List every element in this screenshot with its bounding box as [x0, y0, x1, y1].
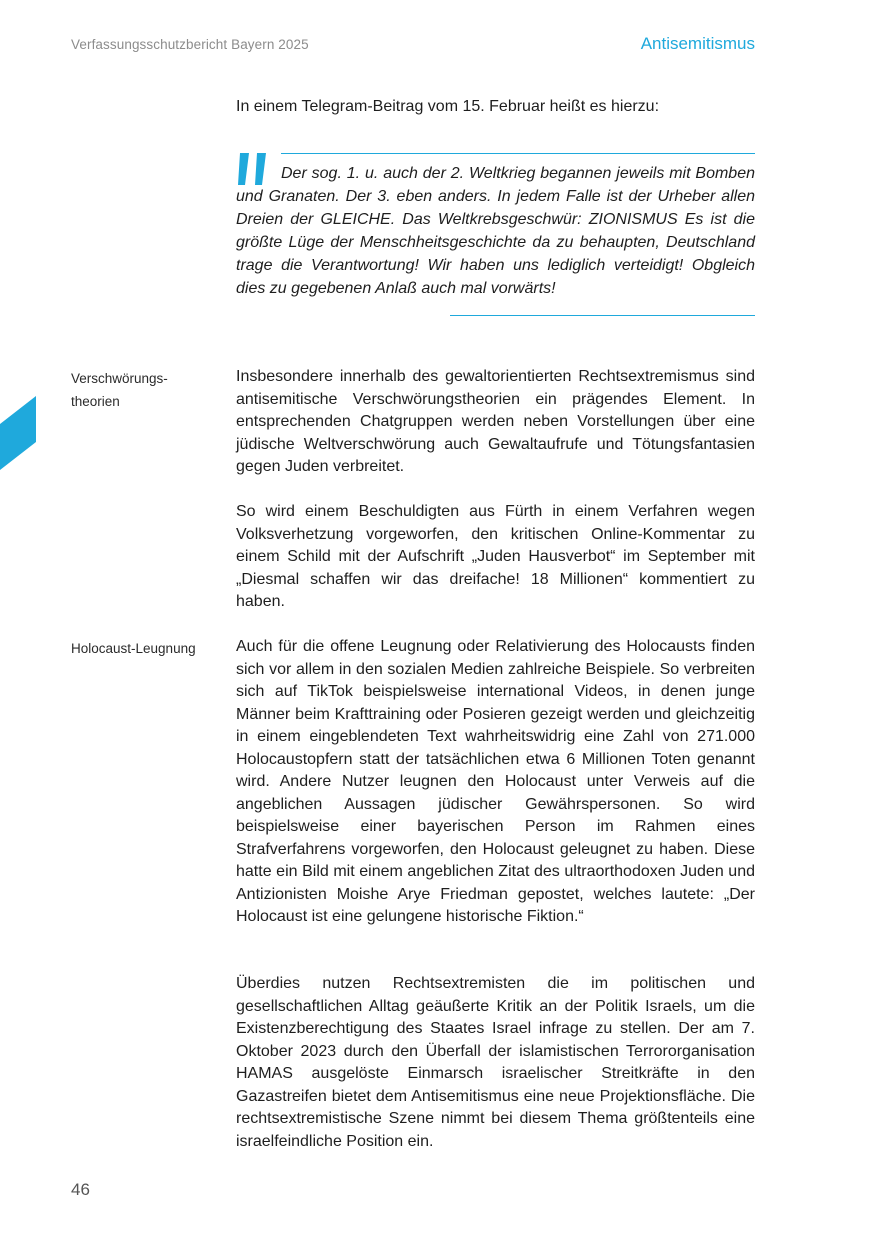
- margin-label-verschwoerung: Verschwörungs-theorien: [71, 371, 168, 409]
- quote-rule-top: [281, 153, 755, 154]
- publication-title: Verfassungsschutzbericht Bayern 2025: [71, 37, 309, 52]
- quote-rule-bottom: [450, 315, 755, 316]
- paragraph-verschwoerung-1: Insbesondere innerhalb des gewaltorientierten Rechtsextremismus sind antisemitische Verschwörungstheorien ein prägendes Element. In entsprechenden Chatgruppen werden neben Vorstellungen über eine jüdische Weltverschwörung auch Gewaltaufrufe und Tötungsfantasien gegen Juden verbreitet.: [236, 368, 755, 475]
- paragraph-holocaust-2: Überdies nutzen Rechtsextremisten die im politischen und gesellschaftlichen Alltag geäußerte Kritik an der Politik Israels, um die Existenzberechtigung des Staates Israel infrage zu stellen. Der am 7. Oktober 2023 durch den Überfall der islamistischen Terrororganisation HAMAS ausgelöste Einmarsch israelischer Streitkräfte in den Gazastreifen bietet dem Antisemitismus eine neue Projektionsfläche. Die rechtsextremistische Szene nimmt bei diesem Thema größtenteils eine israelfeindliche Position ein.: [236, 975, 755, 1150]
- section-tab-marker: [0, 396, 36, 470]
- paragraph-verschwoerung-2: So wird einem Beschuldigten aus Fürth in einem Verfahren wegen Volksverhetzung vorgeworfen, den kritischen Online-Kommentar zu einem Schild mit der Aufschrift „Juden Hausverbot“ im September mit „Diesmal schaffen wir das dreifache! 18 Millionen“ kommentiert zu haben.: [236, 503, 755, 610]
- margin-label-holocaust: Holocaust-Leugnung: [71, 641, 196, 656]
- page-number: 46: [71, 1180, 90, 1199]
- quote-text: Der sog. 1. u. auch der 2. Weltkrieg begannen jeweils mit Bomben und Granaten. Der 3. eben anders. In jedem Falle ist der Urheber allen Dreien der GLEICHE. Das Weltkrebsgeschwür: ZIONISMUS Es ist die größte Lüge der Menschheitsgeschichte da zu behaupten, Deutschland trage die Verantwortung! Wir haben uns lediglich verteidigt! Obgleich dies zu gegebenen Anlaß auch mal vorwärts!: [236, 165, 755, 297]
- section-title: Antisemitismus: [640, 34, 755, 53]
- intro-text: In einem Telegram-Beitrag vom 15. Februar heißt es hierzu:: [236, 98, 660, 115]
- paragraph-holocaust-1: Auch für die offene Leugnung oder Relativierung des Holocausts finden sich vor allem in den sozialen Medien zahlreiche Beispiele. So verbreiten sich auf TikTok beispielsweise international Videos, in denen junge Männer beim Krafttraining oder Posieren gezeigt werden und gleichzeitig in einem eingeblendeten Text wahrheitswidrig eine Zahl von 271.000 Holocaustopfern statt der tatsächlichen etwa 6 Millionen Toten genannt wird. Andere Nutzer leugnen den Holocaust unter Verweis auf die angeblichen Aussagen jüdischer Gewährspersonen. So wird beispielsweise einer bayerischen Person im Rahmen eines Strafverfahrens vorgeworfen, den Holocaust geleugnet zu haben. Diese hatte ein Bild mit einem angeblichen Zitat des ultraorthodoxen Juden und Antizionisten Moishe Arye Friedman gepostet, welches lautete: „Der Holocaust ist eine gelungene historische Fiktion.“: [236, 638, 755, 925]
